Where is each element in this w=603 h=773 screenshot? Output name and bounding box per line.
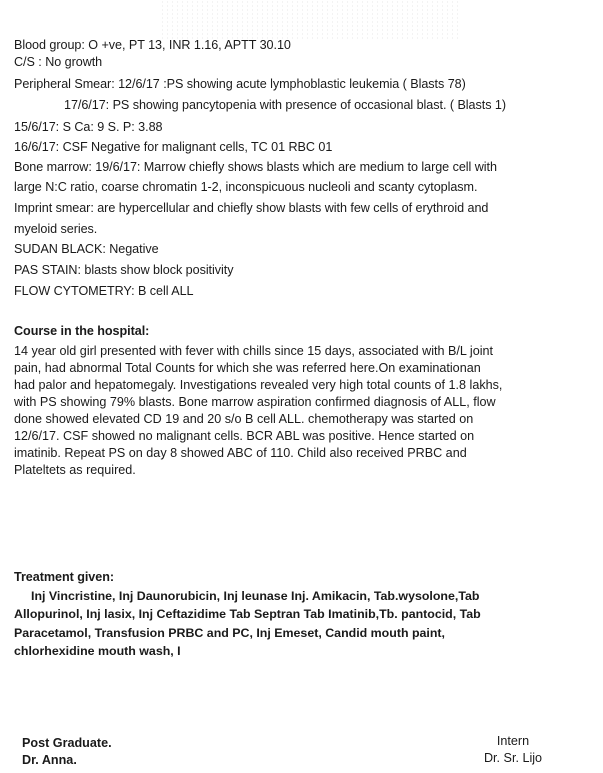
lab-line-blood-group: Blood group: O +ve, PT 13, INR 1.16, APTT 30.10: [14, 38, 291, 52]
course-line: imatinib. Repeat PS on day 8 showed ABC of 110. Child also received PRBC and: [14, 446, 467, 460]
course-line: pain, had abnormal Total Counts for which she was referred here.On examinationan: [14, 361, 481, 375]
lab-line-myeloid: myeloid series.: [14, 222, 98, 236]
lab-line-cs: C/S : No growth: [14, 55, 103, 69]
intern-title: Intern: [496, 734, 530, 748]
signature-right: [458, 733, 568, 767]
lab-line-flow-cytometry: FLOW CYTOMETRY: B cell ALL: [14, 284, 194, 298]
course-heading: Course in the hospital:: [14, 324, 150, 338]
post-graduate-name: Dr. Anna.: [22, 753, 77, 767]
lab-line-bone-marrow-cont: large N:C ratio, coarse chromatin 1-2, inconspicuous nucleoli and scanty cytoplasm.: [14, 180, 478, 194]
lab-line-csf: 16/6/17: CSF Negative for malignant cells, TC 01 RBC 01: [14, 140, 333, 154]
treatment-heading: Treatment given:: [14, 570, 114, 584]
scan-noise: [160, 0, 460, 40]
intern-name: Dr. Sr. Lijo: [483, 751, 543, 765]
course-line: Plateltets as required.: [14, 463, 136, 477]
signature-left: [22, 735, 112, 769]
treatment-line: Paracetamol, Transfusion PRBC and PC, Inj Emeset, Candid mouth paint,: [14, 625, 445, 640]
course-line: had palor and hepatomegaly. Investigations revealed very high total counts of 1.8 lakhs,: [14, 378, 503, 392]
treatment-list: [14, 587, 599, 660]
post-graduate-title: Post Graduate.: [22, 736, 112, 750]
lab-line-calcium: 15/6/17: S Ca: 9 S. P: 3.88: [14, 120, 163, 134]
course-line: with PS showing 79% blasts. Bone marrow aspiration confirmed diagnosis of ALL, flow: [14, 395, 496, 409]
treatment-line: Inj Vincristine, Inj Daunorubicin, Inj leunase Inj. Amikacin, Tab.wysolone,Tab: [31, 589, 480, 603]
course-paragraph: [14, 343, 594, 479]
course-line: done showed elevated CD 19 and 20 s/o B cell ALL. chemotherapy was started on: [14, 412, 474, 426]
lab-line-peripheral-smear: Peripheral Smear: 12/6/17 :PS showing acute lymphoblastic leukemia ( Blasts 78): [14, 77, 466, 91]
treatment-line: chlorhexidine mouth wash, I: [14, 643, 181, 658]
course-line: 14 year old girl presented with fever with chills since 15 days, associated with B/L joint: [14, 344, 494, 358]
lab-line-imprint-smear: Imprint smear: are hypercellular and chiefly show blasts with few cells of erythroid and: [14, 201, 489, 215]
treatment-line: Allopurinol, Inj lasix, Inj Ceftazidime Tab Septran Tab Imatinib,Tb. pantocid, Tab: [14, 607, 481, 622]
lab-line-ps-followup: 17/6/17: PS showing pancytopenia with presence of occasional blast. ( Blasts 1): [64, 98, 506, 112]
lab-line-pas-stain: PAS STAIN: blasts show block positivity: [14, 263, 234, 277]
course-line: 12/6/17. CSF showed no malignant cells. BCR ABL was positive. Hence started on: [14, 429, 475, 443]
lab-line-bone-marrow: Bone marrow: 19/6/17: Marrow chiefly shows blasts which are medium to large cell with: [14, 160, 497, 174]
lab-line-sudan-black: SUDAN BLACK: Negative: [14, 242, 159, 256]
